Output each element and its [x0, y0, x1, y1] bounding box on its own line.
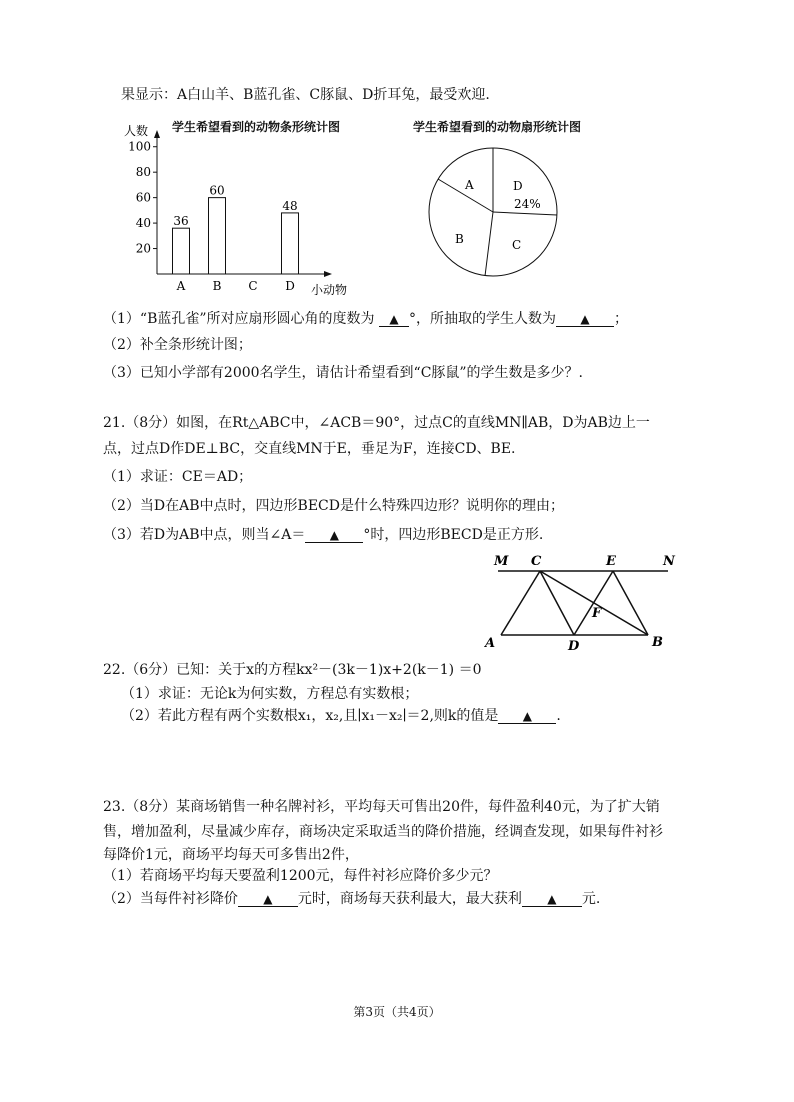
answer-blank: ▲: [379, 312, 409, 327]
q21-part1: （1）求证：CE＝AD；: [103, 469, 253, 485]
bar-chart-title: 学生希望看到的动物条形统计图: [172, 120, 341, 134]
page-footer: 第3页（共4页）: [353, 1005, 441, 1019]
pie-divider-bottom: [485, 212, 493, 276]
y-tick-label: 40: [135, 216, 151, 231]
q23-line3: 每降价1元，商场平均每天可多售出2件，: [103, 847, 359, 863]
q21-line2: 点，过点D作DE⊥BC，交直线MN于E，垂足为F，连接CD、BE.: [103, 441, 516, 457]
x-tick-label-b: B: [212, 279, 222, 293]
q23-line1: 23.（8分）某商场销售一种名牌衬衫，平均每天可售出20件，每件盈利40元，为了扩大销: [103, 799, 660, 815]
q20-part1-text-a: （1）“B蓝孔雀”所对应扇形圆心角的度数为: [103, 311, 379, 327]
bar-b: [209, 198, 226, 274]
x-tick-label-d: D: [285, 279, 295, 293]
bar-value-label-d: 48: [282, 198, 298, 213]
bar-chart-xlabel: 小动物: [311, 283, 348, 297]
y-tick-label: 20: [135, 241, 151, 256]
segment-de: [574, 571, 613, 635]
point-e-label: E: [606, 554, 616, 569]
x-axis-arrow: [324, 271, 332, 277]
pie-slice-a-label: A: [465, 178, 474, 192]
pie-divider-right: [493, 212, 557, 215]
q22-line1: 22.（6分）已知：关于x的方程kx²－(3k－1)x+2(k－1) ＝0: [103, 662, 482, 678]
q20-part1: [103, 310, 628, 328]
pie-chart: [418, 137, 568, 287]
point-c-label: C: [531, 554, 542, 569]
answer-blank: ▲: [238, 892, 298, 907]
y-tick-label: 80: [135, 165, 151, 180]
answer-blank: ▲: [305, 528, 363, 543]
q22-part2-text-b: .: [556, 708, 561, 724]
bar-chart-ylabel: 人数: [124, 124, 149, 138]
q21-part3: [103, 526, 543, 544]
pie-slice-b-label: B: [455, 232, 464, 246]
y-tick-label: 100: [128, 139, 151, 154]
answer-blank: ▲: [522, 892, 582, 907]
y-axis-arrow: [154, 130, 160, 138]
q22-part2-text-a: （2）若此方程有两个实数根x₁，x₂,且∣x₁－x₂∣＝2,则k的值是: [121, 708, 499, 724]
answer-blank: ▲: [498, 709, 556, 724]
bar-chart: [118, 118, 358, 303]
q20-part3: （3）已知小学部有2000名学生，请估计希望看到“C豚鼠”的学生数是多少？.: [103, 365, 584, 381]
q20-part2: （2）补全条形统计图；: [103, 337, 252, 353]
point-a-label: A: [485, 636, 496, 651]
q21-part3-text-b: °时，四边形BECD是正方形.: [363, 527, 544, 543]
point-f-label: F: [592, 606, 602, 621]
pie-chart-title: 学生希望看到的动物扇形统计图: [413, 120, 582, 134]
q23-part1: （1）若商场平均每天要盈利1200元，每件衬衫应降价多少元？: [103, 868, 498, 884]
q21-line1: 21.（8分）如图，在Rt△ABC中，∠ACB＝90°，过点C的直线MN∥AB，D为AB边上一: [103, 415, 650, 431]
q23-part2-text-c: 元.: [581, 891, 601, 907]
point-m-label: M: [494, 554, 509, 569]
intro-text: 果显示：A白山羊、B蓝孔雀、C豚鼠、D折耳兔，最受欢迎.: [121, 87, 490, 103]
q23-part2-text-b: 元时，商场每天获利最大，最大获利: [297, 891, 522, 907]
q22-part1: （1）求证：无论k为何实数，方程总有实数根；: [121, 686, 419, 702]
bar-a: [173, 228, 190, 274]
q22-part2: [121, 707, 561, 725]
point-d-label: D: [568, 639, 580, 654]
pie-slice-d-label: D: [513, 179, 523, 193]
x-tick-label-a: A: [176, 279, 186, 293]
x-tick-label-c: C: [248, 279, 258, 293]
bar-value-label-b: 60: [209, 183, 225, 198]
pie-slice-c-label: C: [512, 238, 522, 252]
y-tick-label: 60: [135, 190, 151, 205]
segment-ac: [501, 571, 540, 635]
q20-part1-text-c: ；: [613, 311, 628, 327]
point-b-label: B: [652, 635, 663, 650]
q23-part2: [103, 890, 600, 908]
q23-part2-text-a: （2）当每件衬衫降价: [103, 891, 238, 907]
q20-part1-text-b: °，所抽取的学生人数为: [408, 311, 556, 327]
bar-d: [282, 213, 299, 274]
q21-part3-text-a: （3）若D为AB中点，则当∠A＝: [103, 527, 306, 543]
q23-line2: 售，增加盈利，尽量减少库存，商场决定采取适当的降价措施，经调查发现，如果每件衬衫: [103, 824, 663, 840]
bar-value-label-a: 36: [173, 214, 189, 229]
answer-blank: ▲: [556, 312, 614, 327]
geometry-figure: [484, 551, 684, 656]
point-n-label: N: [663, 554, 675, 569]
pie-slice-d-percent: 24%: [514, 197, 541, 211]
q21-part2: （2）当D在AB中点时，四边形BECD是什么特殊四边形？说明你的理由；: [103, 498, 564, 514]
